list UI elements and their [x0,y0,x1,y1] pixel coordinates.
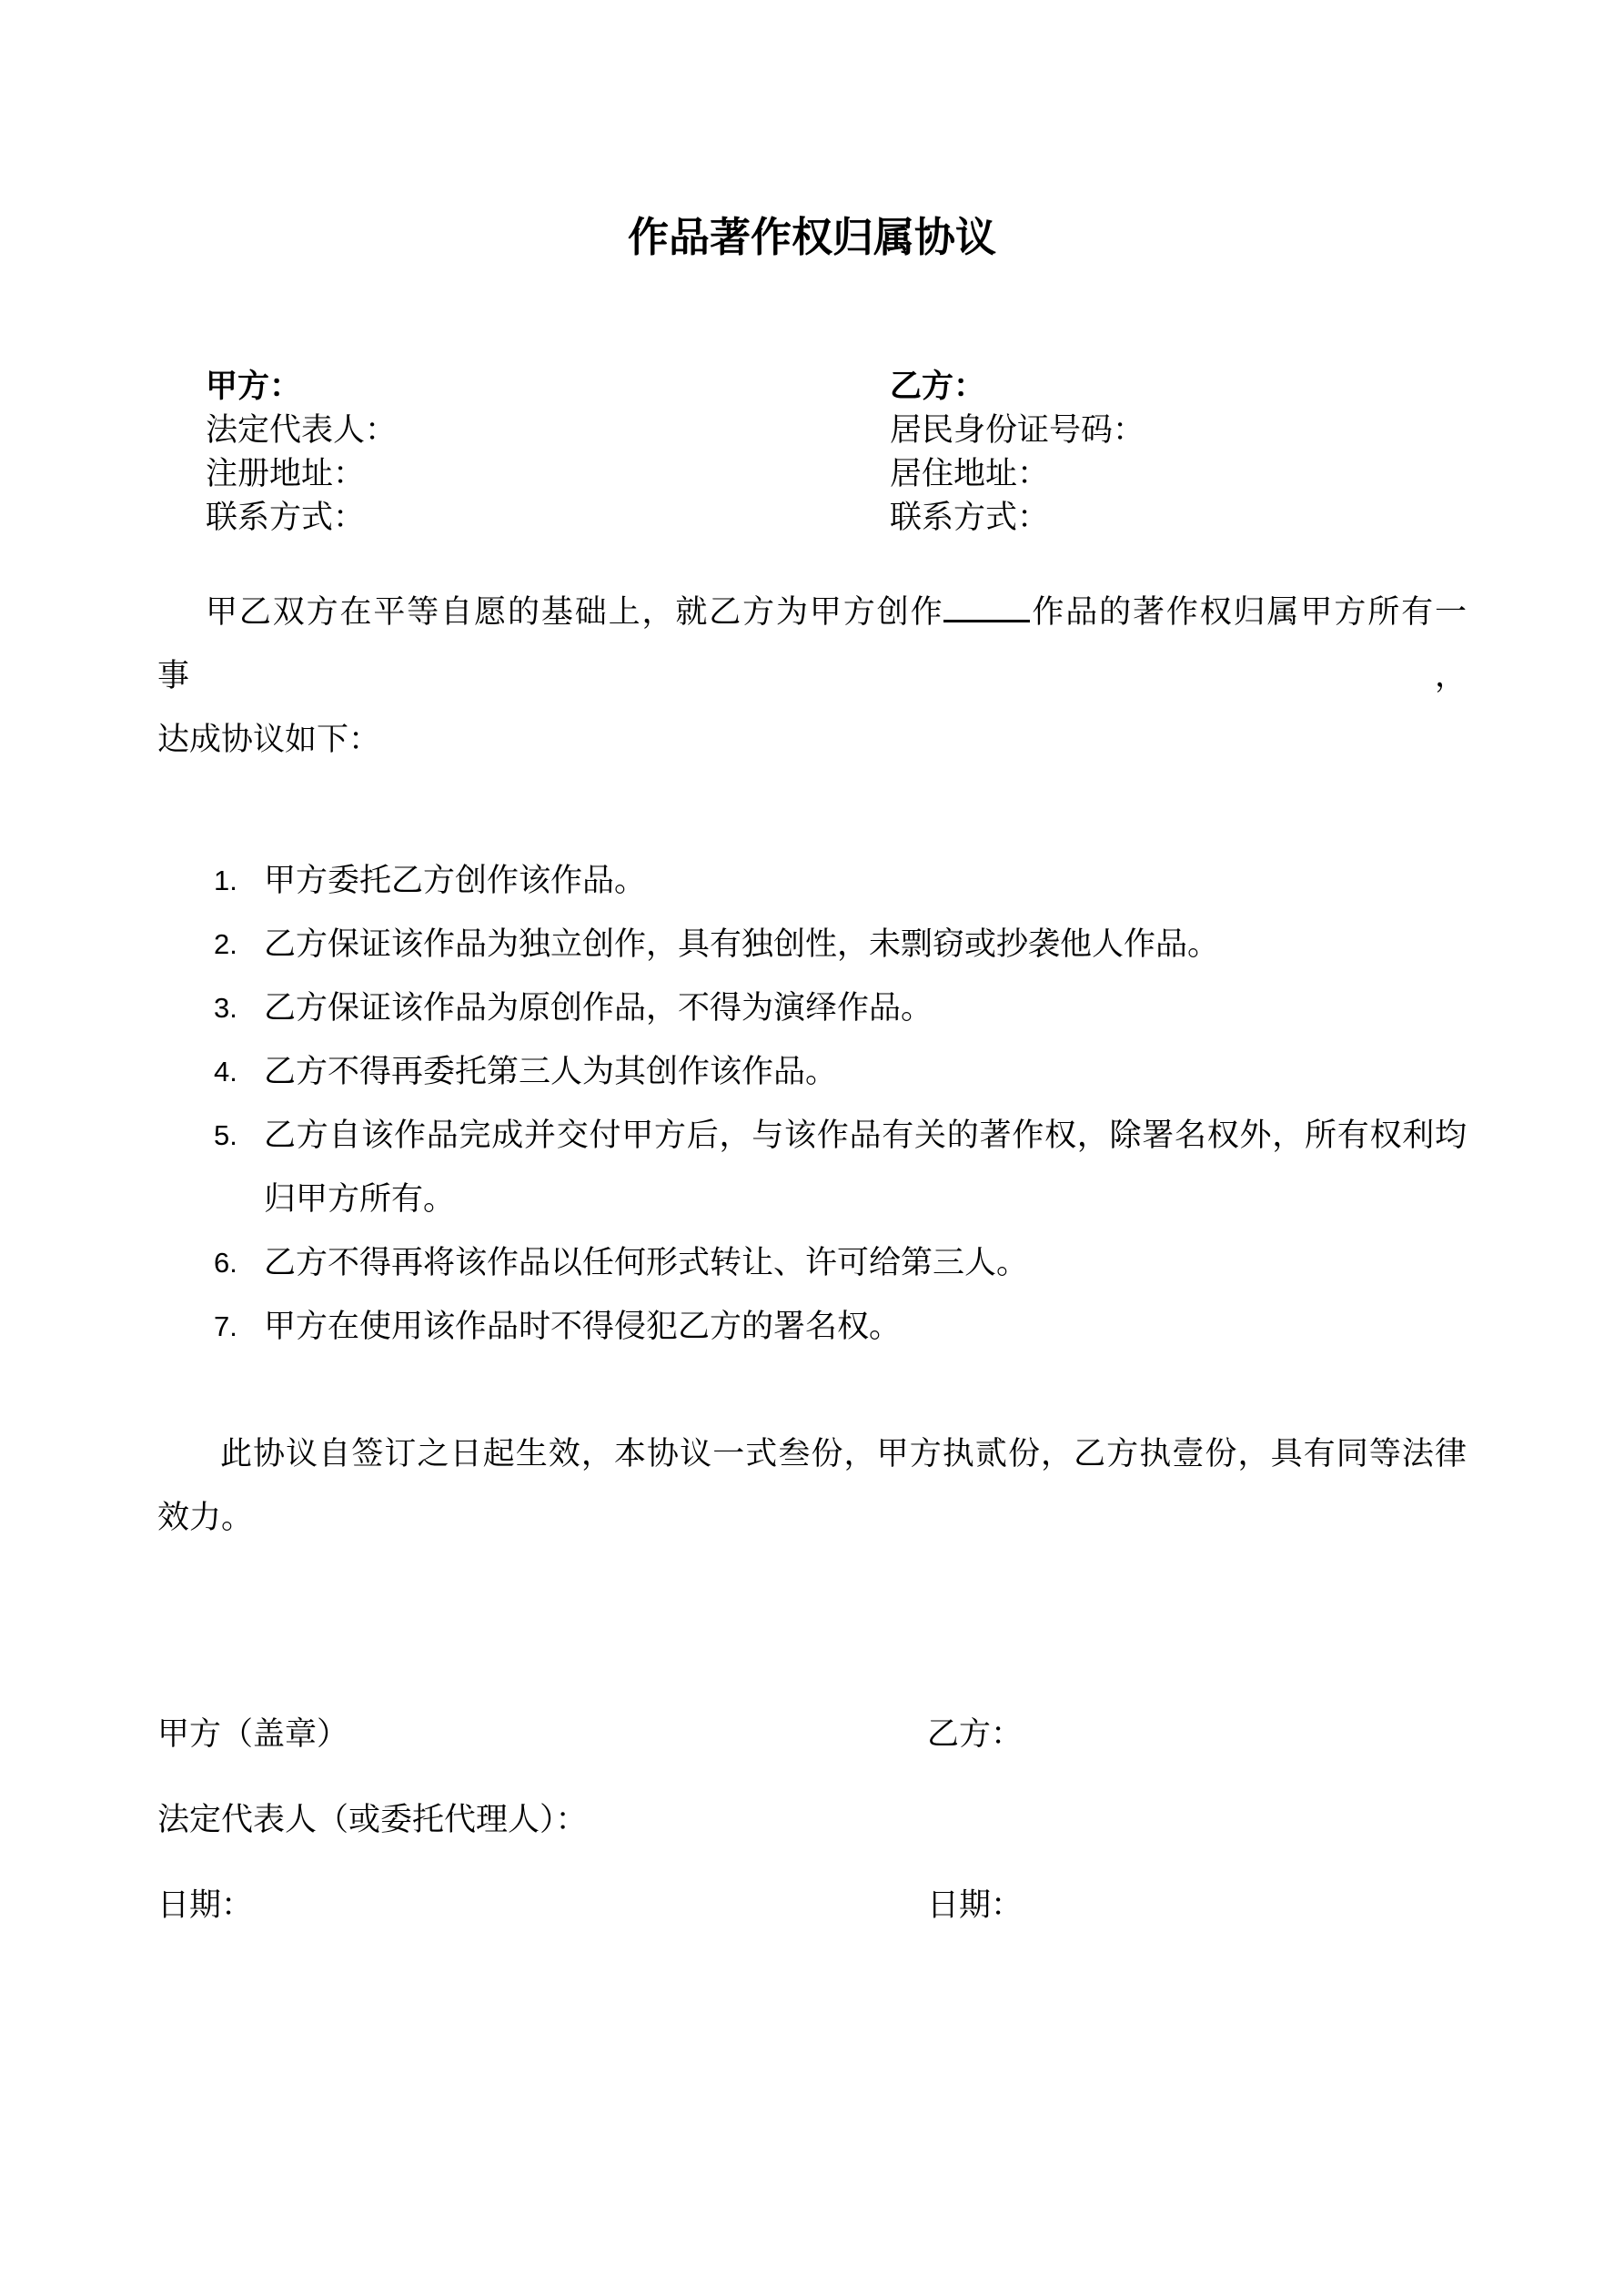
signature-row-dates [157,1874,1467,1937]
party-b-sign-label: 乙方： [927,1716,1024,1752]
intro-text-before-blank: 甲乙双方在平等自愿的基础上，就乙方为甲方创作 [206,594,944,630]
clause-item-5 [214,1104,1467,1231]
clause-number: 7. [214,1310,237,1342]
document-title: 作品著作权归属协议 [627,214,996,260]
parties-section [157,365,1467,540]
closing-line-1: 此协议自签订之日起生效，本协议一式叁份，甲方执贰份，乙方执壹份，具有同等法律 [220,1436,1467,1472]
clause-number: 6. [214,1247,237,1279]
clause-text-line: 归甲方所有。 [264,1181,456,1217]
party-a-seal-label: 甲方（盖章） [157,1716,349,1752]
intro-text-after-blank: 作品的著作权归属甲方所有一事， [157,594,1467,693]
party-a-legal-representative-field: 法定代表人： [206,412,398,448]
party-b-block [890,365,1467,540]
closing-paragraph [157,1422,1467,1550]
clause-number: 4. [214,1056,237,1087]
legal-representative-sign-label: 法定代表人（或委托代理人）： [157,1802,588,1837]
party-a-block [206,365,890,540]
intro-line-1 [157,581,1467,708]
signature-section [157,1703,1467,1937]
party-b-id-number-field: 居民身份证号码： [890,412,1145,448]
party-a-registered-address-field: 注册地址： [206,456,366,491]
party-b-label: 乙方： [890,369,986,404]
clause-item-4 [214,1040,1467,1104]
clause-number: 1. [214,865,237,896]
closing-line-2: 效力。 [157,1500,254,1535]
party-b-contact-field: 联系方式： [890,500,1050,535]
intro-line-2: 达成协议如下： [157,722,381,757]
clause-number: 5. [214,1119,237,1151]
party-a-label: 甲方： [206,369,302,404]
clause-text-line: 甲方委托乙方创作该作品。 [264,863,647,898]
clause-item-7 [214,1295,1467,1359]
clause-text-line: 乙方保证该作品为原创作品，不得为演绎作品。 [264,990,933,1026]
intro-paragraph [157,581,1467,772]
clause-text-line: 乙方保证该作品为独立创作，具有独创性，未剽窃或抄袭他人作品。 [264,926,1220,962]
clause-text-line: 乙方不得再委托第三人为其创作该作品。 [264,1054,838,1089]
signature-row-legal-rep [157,1788,1467,1852]
party-a-contact-field: 联系方式： [206,500,366,535]
clause-item-3 [214,976,1467,1040]
clause-text-line: 乙方自该作品完成并交付甲方后，与该作品有关的著作权，除署名权外，所有权利均 [264,1118,1467,1153]
clause-item-1 [214,849,1467,913]
work-title-blank-line [943,592,1030,622]
clause-text-line: 甲方在使用该作品时不得侵犯乙方的署名权。 [264,1309,902,1344]
party-b-date-label: 日期： [927,1887,1024,1923]
signature-row-parties [157,1703,1467,1766]
clause-number: 3. [214,992,237,1024]
clause-number: 2. [214,928,237,960]
clause-item-6 [214,1231,1467,1295]
clauses-list [157,849,1467,1359]
clause-item-2 [214,913,1467,976]
party-b-residence-address-field: 居住地址： [890,456,1050,491]
clause-text-line: 乙方不得再将该作品以任何形式转让、许可给第三人。 [264,1245,1029,1280]
party-a-date-label: 日期： [157,1887,254,1923]
